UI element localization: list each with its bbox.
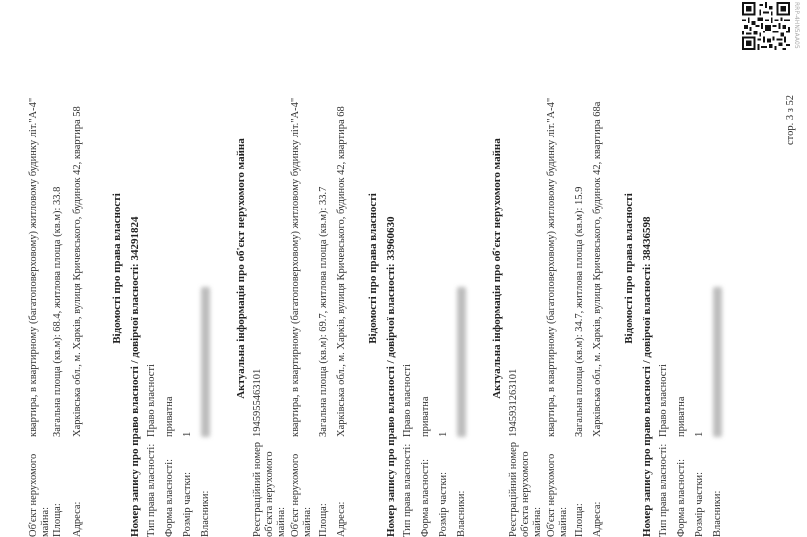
share-row [694, 0, 712, 537]
object-value: квартира, в квартирному (багатоповерховому) житловому будинку літ."А-4" [546, 97, 557, 437]
object-row [546, 0, 574, 537]
rights-block-2 [366, 0, 474, 537]
area-row [52, 0, 72, 537]
right-type-label: Тип права власності: [146, 443, 157, 537]
form-value: приватна [164, 396, 175, 437]
address-label: Адреса: [592, 501, 603, 537]
owners-value [200, 0, 212, 437]
area-value: Загальна площа (кв.м): 34.7, житлова площа (кв.м): 15.9 [574, 186, 585, 437]
area-row [574, 0, 592, 537]
form-row [420, 0, 438, 537]
address-value: Харківська обл., м. Харків, вулиця Кричевського, будинок 42, квартира 68 [336, 106, 347, 437]
address-label: Адреса: [336, 501, 347, 537]
share-label: Розмір частки: [438, 471, 449, 537]
right-type-value: Право власності [402, 364, 413, 437]
object-block-2 [234, 0, 362, 537]
reg-label: Реєстраційний номер об'єкта нерухомого майна: [252, 441, 287, 537]
rights-section-title: Відомості про права власності [623, 193, 635, 344]
redacted-owner [457, 287, 466, 437]
address-value: Харківська обл., м. Харків, вулиця Кричевського, будинок 42, квартира 68а [592, 101, 603, 437]
reg-value: 1945955463101 [252, 368, 263, 437]
form-label: Форма власності: [164, 458, 175, 537]
form-label: Форма власності: [420, 458, 431, 537]
rights-record-title: Номер запису про право власності / довірчої власності: 34291824 [129, 216, 141, 537]
reg-value: 1945931263101 [508, 368, 519, 437]
page-number: стор. 3 з 52 [785, 94, 796, 145]
owners-label: Власники: [456, 490, 467, 537]
redacted-owner [201, 287, 210, 437]
area-label: Площа: [318, 503, 329, 537]
object-value: квартира, в квартирному (багатоповерховому) житловому будинку літ."А-4" [290, 97, 301, 437]
address-row [72, 0, 96, 537]
right-type-row [658, 0, 676, 537]
owners-value [712, 0, 724, 437]
area-label: Площа: [574, 503, 585, 537]
form-label: Форма власності: [676, 458, 687, 537]
form-value: приватна [420, 396, 431, 437]
right-type-row [402, 0, 420, 537]
object-label: Об'єкт нерухомого майна: [28, 453, 51, 537]
right-type-value: Право власності [658, 364, 669, 437]
reg-row [252, 0, 290, 537]
object-block-3 [490, 0, 618, 537]
right-type-label: Тип права власності: [658, 443, 669, 537]
share-value: 1 [438, 431, 449, 437]
rights-section-title: Відомості про права власності [367, 193, 379, 344]
object-row [28, 0, 52, 537]
right-type-row [146, 0, 164, 537]
address-label: Адреса: [72, 501, 83, 537]
owners-row [200, 0, 218, 537]
owners-value [456, 0, 468, 437]
object-label: Об'єкт нерухомого майна: [546, 453, 569, 537]
right-type-label: Тип права власності: [402, 443, 413, 537]
qr-side-text: RRP-4HN5AA05 [793, 2, 800, 49]
rights-block-1 [110, 0, 218, 537]
share-label: Розмір частки: [182, 471, 193, 537]
area-value: Загальна площа (кв.м): 68.4, житлова площа (кв.м): 33.8 [52, 186, 63, 437]
area-value: Загальна площа (кв.м): 69.7, житлова площа (кв.м): 33.7 [318, 186, 329, 437]
object-label: Об'єкт нерухомого майна: [290, 453, 313, 537]
rights-record-title: Номер запису про право власності / довірчої власності: 38436598 [641, 216, 653, 537]
address-value: Харківська обл., м. Харків, вулиця Кричевського, будинок 42, квартира 58 [72, 106, 83, 437]
owners-row [456, 0, 474, 537]
object-section-title: Актуальна інформація про об'єкт нерухомого майна [491, 138, 503, 399]
owners-label: Власники: [712, 490, 723, 537]
right-type-value: Право власності [146, 364, 157, 437]
form-row [676, 0, 694, 537]
reg-label: Реєстраційний номер об'єкта нерухомого майна: [508, 441, 543, 537]
area-label: Площа: [52, 503, 63, 537]
share-row [438, 0, 456, 537]
object-block-1 [28, 0, 96, 537]
object-row [290, 0, 318, 537]
rights-block-3 [622, 0, 730, 537]
address-row [592, 0, 618, 537]
address-row [336, 0, 362, 537]
rights-section-title: Відомості про права власності [111, 193, 123, 344]
share-value: 1 [182, 431, 193, 437]
object-section-title: Актуальна інформація про об'єкт нерухомого майна [235, 138, 247, 399]
owners-label: Власники: [200, 490, 211, 537]
rights-record-title: Номер запису про право власності / довірчої власності: 33960630 [385, 216, 397, 537]
share-value: 1 [694, 431, 705, 437]
share-row [182, 0, 200, 537]
area-row [318, 0, 336, 537]
form-value: приватна [676, 396, 687, 437]
share-label: Розмір частки: [694, 471, 705, 537]
owners-row [712, 0, 730, 537]
redacted-owner [713, 287, 722, 437]
reg-row [508, 0, 546, 537]
object-value: квартира, в квартирному (багатоповерховому) житловому будинку літ."А-4" [28, 97, 39, 437]
form-row [164, 0, 182, 537]
